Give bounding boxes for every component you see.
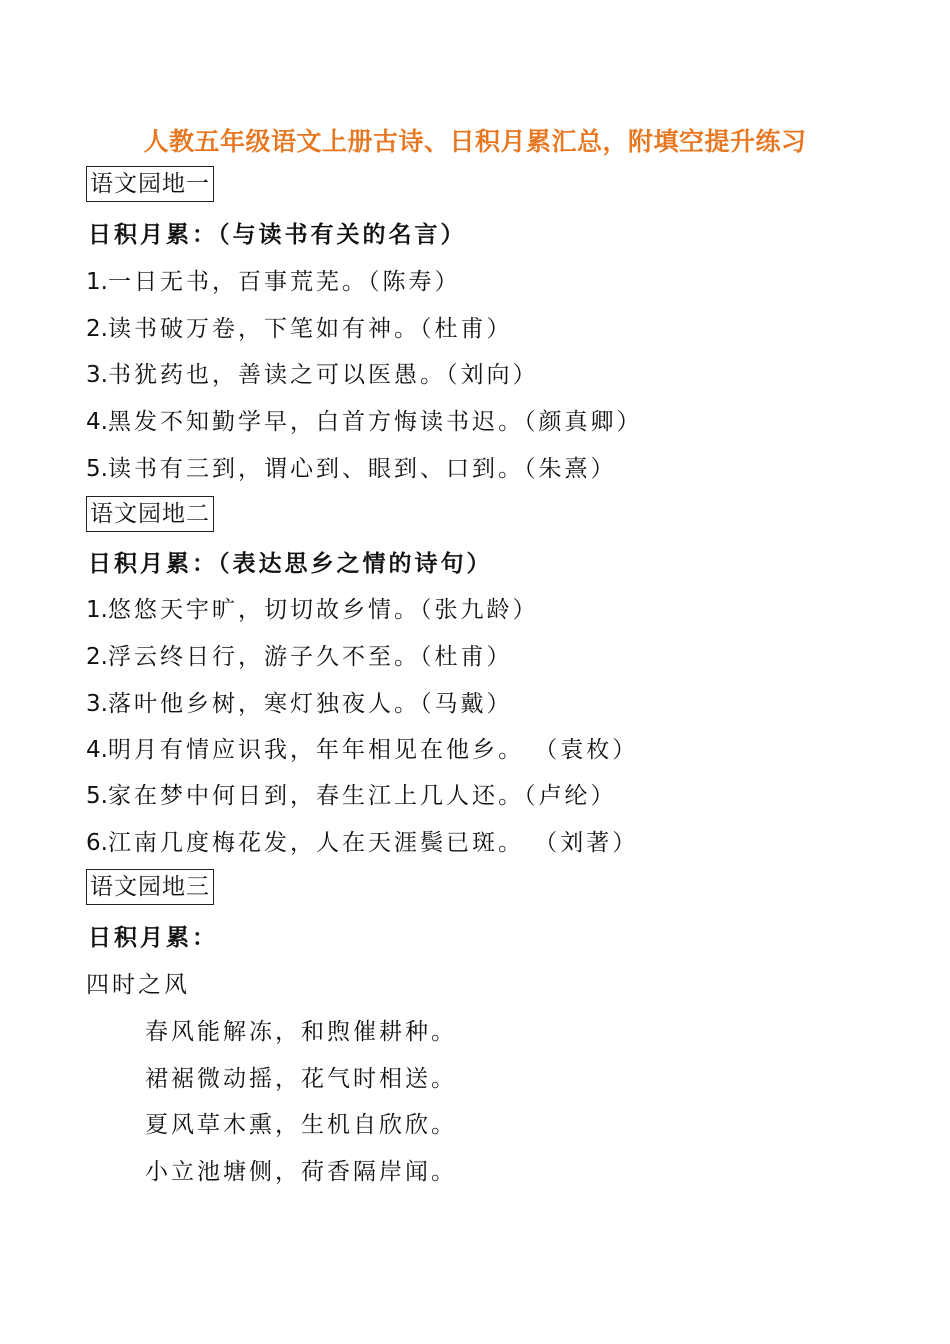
list-item: 1.一日无书，百事荒芜。（陈寿） — [86, 269, 461, 295]
page-title: 人教五年级语文上册古诗、日积月累汇总，附填空提升练习 — [143, 127, 807, 156]
list-item: 3.书犹药也，善读之可以医愚。（刘向） — [86, 362, 539, 388]
list-item: 4.黑发不知勤学早，白首方悔读书迟。（颜真卿） — [86, 409, 643, 435]
list-item: 4.明月有情应识我，年年相见在他乡。 （袁枚） — [86, 737, 639, 763]
section-label-3: 语文园地三 — [86, 869, 214, 905]
section-label-1: 语文园地一 — [86, 166, 214, 202]
list-item: 1.悠悠天宇旷，切切故乡情。（张九龄） — [86, 597, 539, 623]
poem-line: 春风能解冻，和煦催耕种。 — [145, 1019, 457, 1045]
section-label-2: 语文园地二 — [86, 496, 214, 532]
section-heading-2: 日积月累：（表达思乡之情的诗句） — [88, 550, 493, 577]
list-item: 6.江南几度梅花发，人在天涯鬓已斑。 （刘著） — [86, 830, 639, 856]
poem-line: 小立池塘侧，荷香隔岸闻。 — [145, 1159, 457, 1185]
poem-line: 裙裾微动摇，花气时相送。 — [145, 1066, 457, 1092]
section-heading-1: 日积月累：（与读书有关的名言） — [88, 221, 467, 248]
list-item: 2.读书破万卷，下笔如有神。（杜甫） — [86, 316, 513, 342]
list-item: 5.家在梦中何日到，春生江上几人还。（卢纶） — [86, 783, 617, 809]
section-heading-3: 日积月累： — [88, 924, 218, 951]
list-item: 2.浮云终日行，游子久不至。（杜甫） — [86, 644, 513, 670]
poem-title: 四时之风 — [86, 972, 190, 998]
list-item: 3.落叶他乡树，寒灯独夜人。（马戴） — [86, 691, 513, 717]
poem-line: 夏风草木熏，生机自欣欣。 — [145, 1112, 457, 1138]
list-item: 5.读书有三到，谓心到、眼到、口到。（朱熹） — [86, 456, 617, 482]
